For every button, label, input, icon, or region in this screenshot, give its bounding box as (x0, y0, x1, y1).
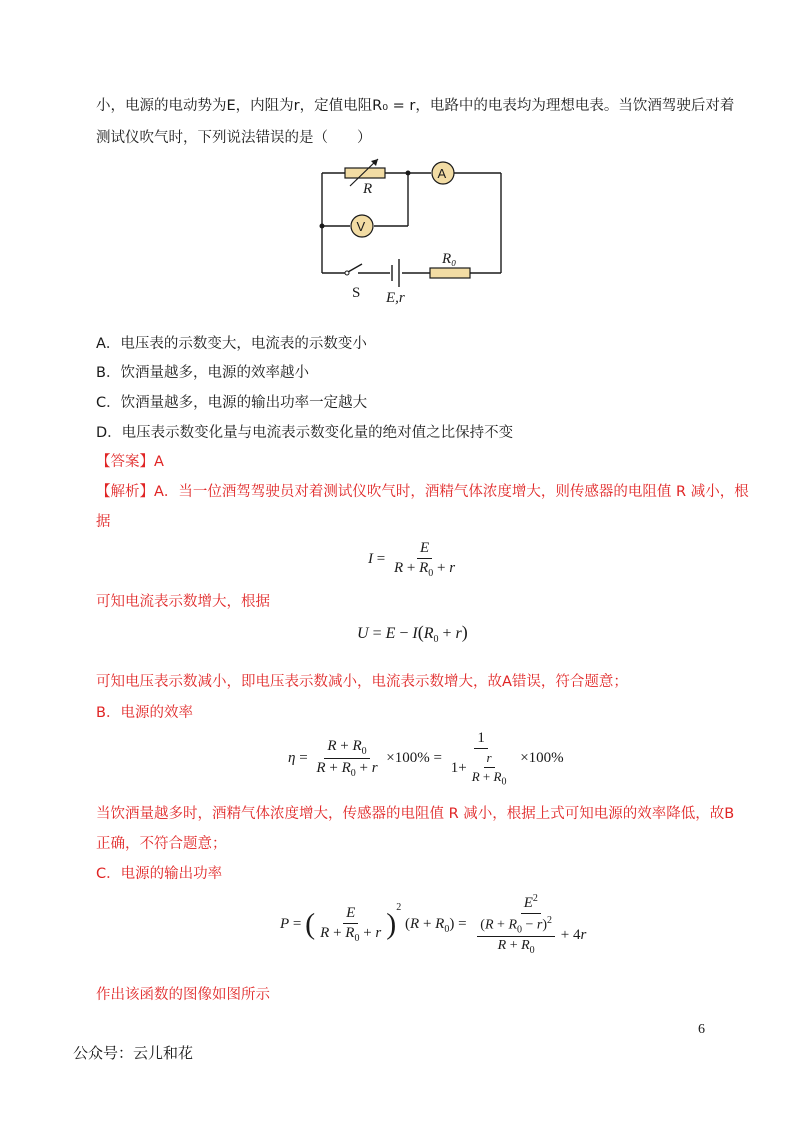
formula-power: P = ( $\frac{E}{R + R_0 + r}$ )$^2$ $(R + R_0)$ = $E^2$ $\frac{(R + R_0 - r)^2}{R + R_0}$ + 4r (280, 893, 587, 957)
formula-current: I = $\frac{E}{R + R_0 + r}$ (368, 540, 456, 579)
footer-account: 公众号：云儿和花 (73, 1044, 194, 1062)
analysis-b-line-1: 当饮酒量越多时，酒精气体浓度增大，传感器的电阻值 R 减小，根据上式可知电源的效率降低，故B (96, 806, 735, 822)
analysis-c-head: C．电源的输出功率 (96, 866, 223, 882)
analysis-a-line-2: 据 (96, 514, 111, 530)
option-b: B．饮酒量越多，电源的效率越小 (96, 365, 309, 381)
resistor-label: R₀ (442, 251, 457, 267)
resistor-r0 (430, 268, 470, 278)
option-d: D．电压表示数变化量与电流表示数变化量的绝对值之比保持不变 (96, 425, 514, 441)
formula-efficiency: η = $\frac{R + R_0}{R + R_0 + r}$ ×100% = 1 1+ $\frac{r}{R + R_0}$ ×100% (288, 730, 564, 788)
page-number: 6 (698, 1022, 705, 1037)
analysis-current-text: 可知电流表示数增大，根据 (96, 594, 270, 610)
answer: 【答案】A (96, 454, 164, 470)
analysis-voltage-text: 可知电压表示数减小，即电压表示数减小，电流表示数增大，故A错误，符合题意； (96, 674, 628, 690)
switch-label: S (352, 285, 361, 301)
battery-label: E,r (386, 290, 405, 305)
voltmeter-label: V (356, 219, 366, 234)
analysis-c-tail: 作出该函数的图像如图所示 (96, 987, 270, 1003)
rheostat-label: R (363, 181, 373, 197)
rheostat (345, 168, 385, 178)
option-c: C．饮酒量越多，电源的输出功率一定越大 (96, 395, 368, 411)
analysis-b-head: B．电源的效率 (96, 705, 193, 721)
formula-voltage: $U = E - I(R_0 + r)$ (357, 622, 468, 646)
analysis-a-line-1: 【解析】A．当一位酒驾驾驶员对着测试仪吹气时，酒精气体浓度增大，则传感器的电阻值 R 减小，根 (96, 484, 749, 500)
option-a: A．电压表的示数变大，电流表的示数变小 (96, 336, 367, 352)
analysis-b-line-2: 正确，不符合题意； (96, 836, 227, 852)
ammeter-label: A (437, 166, 447, 181)
question-line-1: 小，电源的电动势为E，内阻为r，定值电阻R₀ = r，电路中的电表均为理想电表。当饮酒驾驶后对着 (96, 98, 735, 114)
question-line-2: 测试仪吹气时，下列说法错误的是（ ） (96, 130, 372, 146)
circuit-diagram (300, 155, 520, 305)
